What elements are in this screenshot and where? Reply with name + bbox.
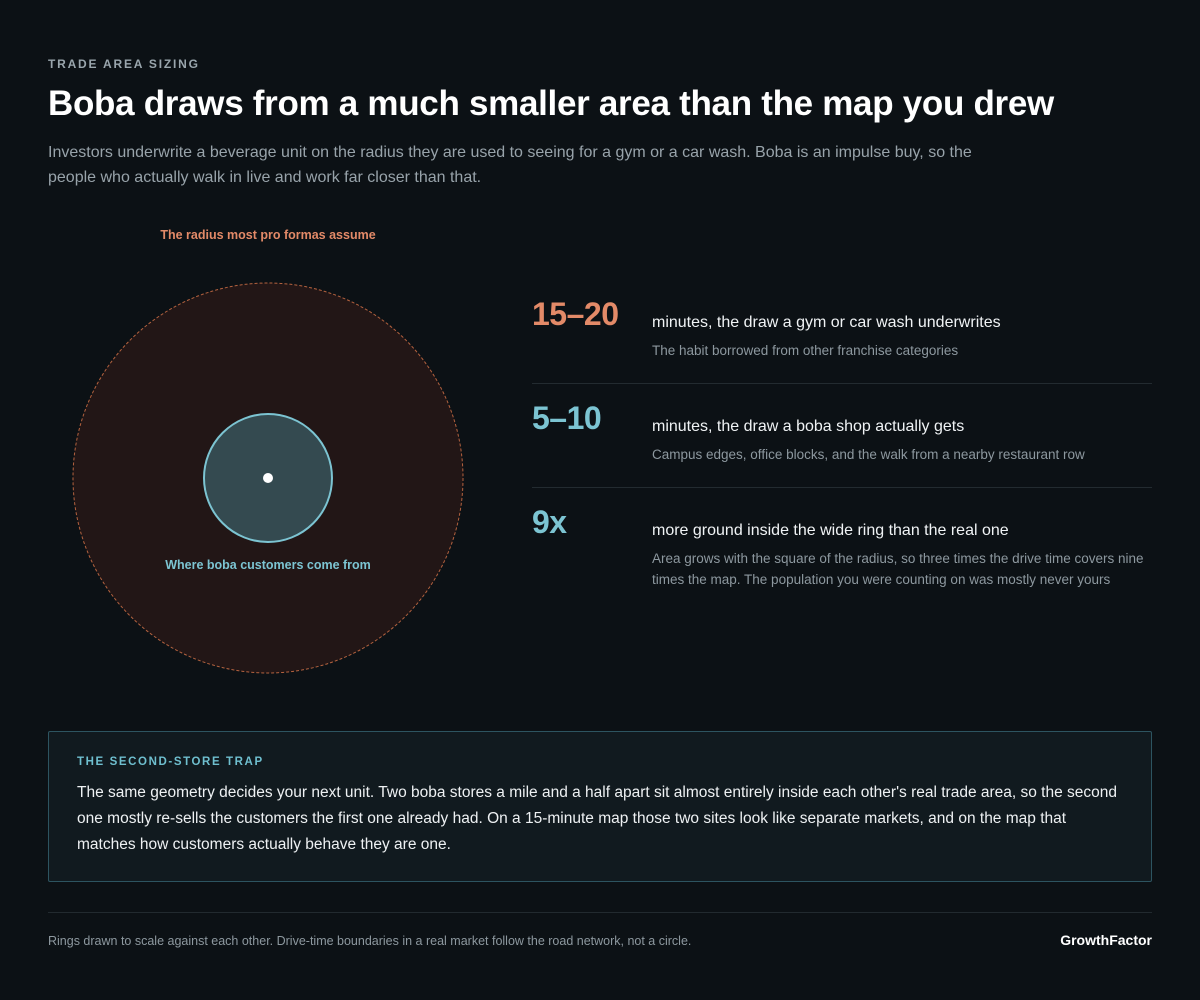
stat-headline: more ground inside the wide ring than the real one <box>652 522 1009 539</box>
eyebrow: TRADE AREA SIZING <box>48 57 200 71</box>
footnote: Rings drawn to scale against each other. Drive-time boundaries in a real market follow the road network, not a circle. <box>48 934 692 948</box>
stat-headline: minutes, the draw a gym or car wash underwrites <box>652 314 1001 331</box>
trade-area-rings <box>60 220 480 690</box>
stat-row <box>532 280 1152 384</box>
stat-note: The habit borrowed from other franchise categories <box>652 343 959 358</box>
callout-tag: THE SECOND-STORE TRAP <box>77 756 264 768</box>
store-location-dot <box>263 473 273 483</box>
outer-ring-label: The radius most pro formas assume <box>160 228 376 242</box>
stat-value: 5–10 <box>532 400 602 436</box>
stat-value: 15–20 <box>532 296 619 332</box>
inner-ring-label: Where boba customers come from <box>165 558 371 572</box>
brand-logo: GrowthFactor <box>1060 932 1152 948</box>
footer-divider <box>48 912 1152 913</box>
page-title: Boba draws from a much smaller area than the map you drew <box>48 84 1054 123</box>
stat-row <box>532 384 1152 488</box>
callout-text: The same geometry decides your next unit. Two boba stores a mile and a half apart sit almost entirely inside each other's real trade area, so the second one mostly re-sells the customers the first one already had. On a 15-minute map those two sites look like separate markets, and on the map that matches how customers actually behave they are one. <box>77 784 1118 853</box>
stat-value: 9x <box>532 504 567 540</box>
rings-svg <box>60 220 480 690</box>
stat-note: Area grows with the square of the radius, so three times the drive time covers nine times the map. The population you were counting on was mostly never yours <box>652 551 1144 587</box>
stat-note: Campus edges, office blocks, and the walk from a nearby restaurant row <box>652 447 1085 462</box>
second-store-callout <box>48 731 1152 882</box>
page-subtitle: Investors underwrite a beverage unit on the radius they are used to seeing for a gym or a car wash. Boba is an impulse buy, so the people who actually walk in live and work far closer than that. <box>48 144 972 186</box>
stat-headline: minutes, the draw a boba shop actually gets <box>652 418 965 435</box>
stats-list <box>532 280 1152 612</box>
stat-row <box>532 488 1152 612</box>
